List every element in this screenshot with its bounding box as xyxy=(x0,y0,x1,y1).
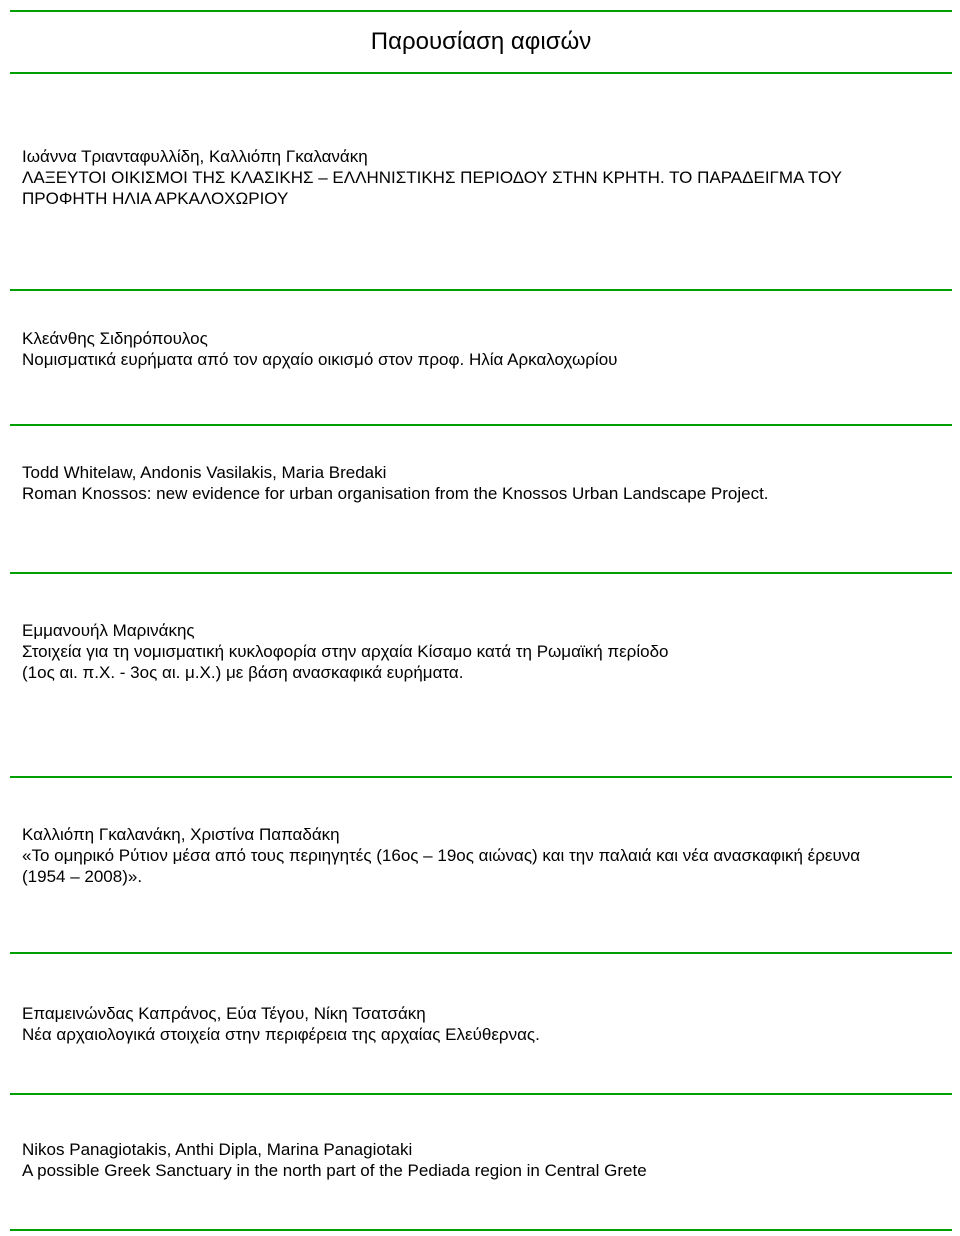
poster-entry xyxy=(22,146,942,209)
section-divider xyxy=(10,289,952,291)
entry-title-line: A possible Greek Sanctuary in the north part of the Pediada region in Central Grete xyxy=(22,1161,647,1180)
entry-title-line: (1ος αι. π.Χ. - 3ος αι. μ.Χ.) με βάση ανασκαφικά ευρήματα. xyxy=(22,663,464,682)
section-divider xyxy=(10,572,952,574)
header-box xyxy=(10,10,952,74)
entry-title-line: (1954 – 2008)». xyxy=(22,867,143,886)
entry-title-line: ΠΡΟΦΗΤΗ ΗΛΙΑ ΑΡΚΑΛΟΧΩΡΙΟΥ xyxy=(22,189,289,208)
poster-entry xyxy=(22,620,942,683)
entry-authors: Καλλιόπη Γκαλανάκη, Χριστίνα Παπαδάκη xyxy=(22,825,340,844)
entry-authors: Nikos Panagiotakis, Anthi Dipla, Marina Panagiotaki xyxy=(22,1140,413,1159)
poster-entry xyxy=(22,328,942,370)
poster-entry xyxy=(22,462,942,504)
entry-authors: Εμμανουήλ Μαρινάκης xyxy=(22,621,195,640)
section-divider xyxy=(10,424,952,426)
entry-title-line: Νομισματικά ευρήματα από τον αρχαίο οικισμό στον προφ. Ηλία Αρκαλοχωρίου xyxy=(22,350,618,369)
entry-title-line: «Το ομηρικό Ρύτιον μέσα από τους περιηγητές (16ος – 19ος αιώνας) και την παλαιά και νέα ανασκαφική έρευνα xyxy=(22,846,861,865)
section-divider xyxy=(10,952,952,954)
entry-title-line: Νέα αρχαιολογικά στοιχεία στην περιφέρεια της αρχαίας Ελεύθερνας. xyxy=(22,1025,540,1044)
entry-title-line: Roman Knossos: new evidence for urban organisation from the Knossos Urban Landscape Project. xyxy=(22,484,769,503)
page-title: Παρουσίαση αφισών xyxy=(370,28,592,55)
entry-authors: Todd Whitelaw, Andonis Vasilakis, Maria Bredaki xyxy=(22,463,387,482)
entry-authors: Κλεάνθης Σιδηρόπουλος xyxy=(22,329,208,348)
entry-authors: Επαμεινώνδας Καπράνος, Εύα Τέγου, Νίκη Τσατσάκη xyxy=(22,1004,426,1023)
poster-entry xyxy=(22,1139,942,1181)
poster-entry xyxy=(22,1003,942,1045)
entry-authors: Ιωάννα Τριανταφυλλίδη, Καλλιόπη Γκαλανάκη xyxy=(22,147,368,166)
poster-entry xyxy=(22,824,942,887)
entry-title-line: Στοιχεία για τη νομισματική κυκλοφορία στην αρχαία Κίσαμο κατά τη Ρωμαϊκή περίοδο xyxy=(22,642,669,661)
section-divider xyxy=(10,776,952,778)
entry-title-line: ΛΑΞΕΥΤΟΙ ΟΙΚΙΣΜΟΙ ΤΗΣ ΚΛΑΣΙΚΗΣ – ΕΛΛΗΝΙΣΤΙΚΗΣ ΠΕΡΙΟΔΟΥ ΣΤΗΝ ΚΡΗΤΗ. ΤΟ ΠΑΡΑΔΕΙΓΜΑ ΤΟΥ xyxy=(22,168,842,187)
